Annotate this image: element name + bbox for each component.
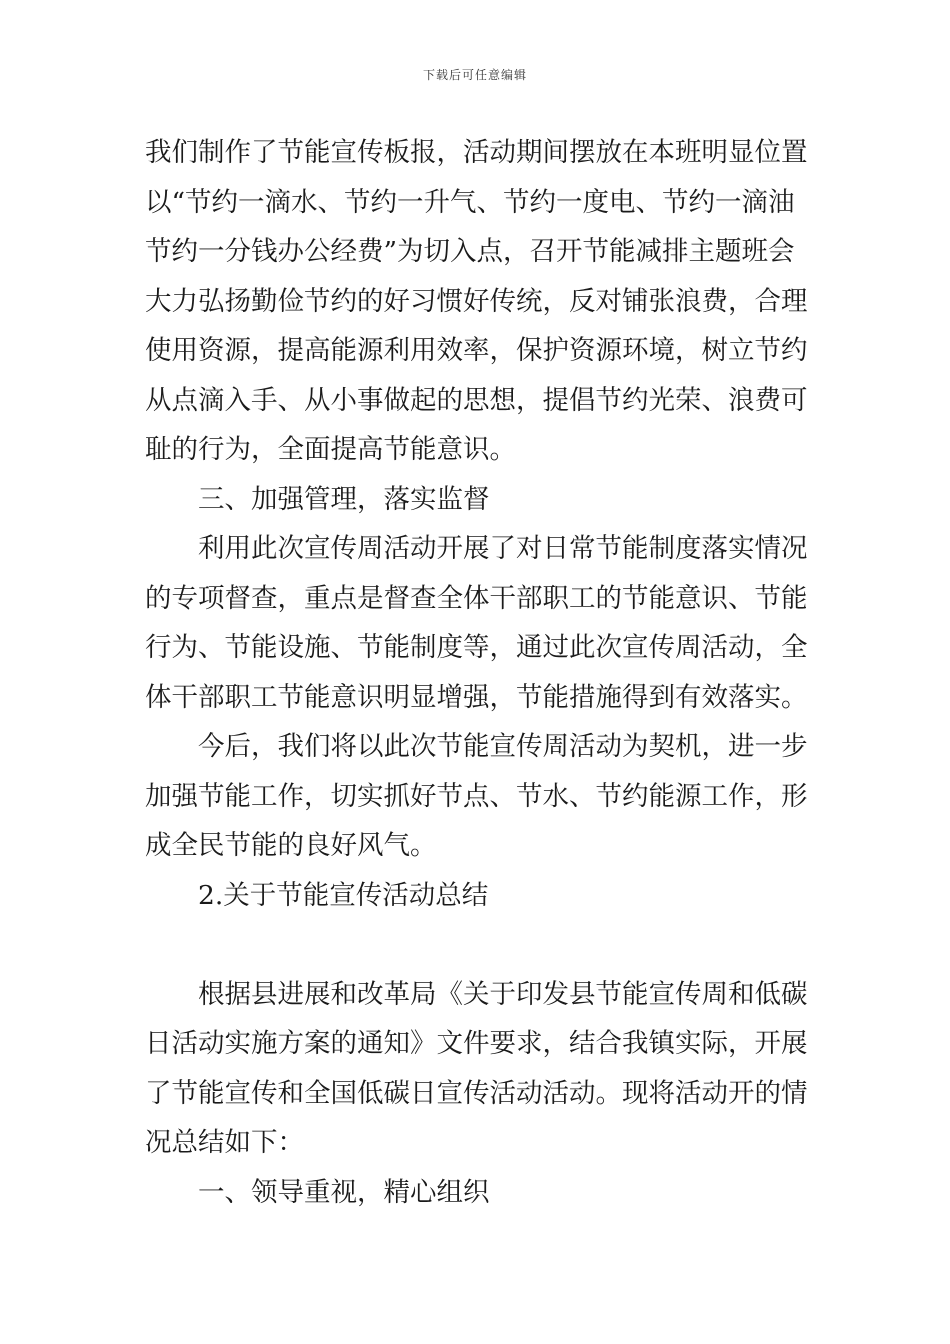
text-line-1: 我们制作了节能宣传板报，活动期间摆放在本班明显位置	[145, 137, 808, 168]
text-line-14: 加强节能工作，切实抓好节点、节水、节约能源工作，形	[145, 780, 808, 812]
text-line-13: 今后，我们将以此次节能宣传周活动为契机，进一步	[198, 731, 808, 762]
text-line-2: 以“节约一滴水、节约一升气、节约一度电、节约一滴油	[145, 186, 795, 218]
text-line-4: 大力弘扬勤俭节约的好习惯好传统，反对铺张浪费，合理	[145, 285, 808, 317]
text-line-5: 使用资源，提高能源利用效率，保护资源环境，树立节约	[145, 335, 808, 366]
text-line-18: 根据县进展和改革局《关于印发县节能宣传周和低碳	[198, 978, 808, 1010]
section-heading-1: 一、领导重视，精心组织	[198, 1176, 490, 1208]
text-line-12: 体干部职工节能意识明显增强，节能措施得到有效落实。	[145, 681, 808, 713]
text-line-11: 行为、节能设施、节能制度等，通过此次宣传周活动，全	[145, 632, 808, 663]
text-line-3: 节约一分钱办公经费”为切入点，召开节能减排主题班会	[145, 236, 795, 267]
document-body	[145, 128, 810, 1217]
text-line-10: 的专项督查，重点是督查全体干部职工的节能意识、节能	[145, 582, 808, 614]
text-line-7: 耻的行为，全面提高节能意识。	[145, 434, 516, 465]
header-note: 下载后可任意编辑	[422, 68, 527, 82]
text-line-6: 从点滴入手、从小事做起的思想，提倡节约光荣、浪费可	[145, 384, 808, 416]
article-title: 2.关于节能宣传活动总结	[198, 879, 489, 911]
text-line-20: 了节能宣传和全国低碳日宣传活动活动。现将活动开的情	[145, 1077, 808, 1109]
blank-line	[145, 920, 810, 970]
section-heading-3: 三、加强管理，落实监督	[198, 483, 490, 515]
text-line-21: 况总结如下：	[145, 1127, 304, 1158]
text-line-19: 日活动实施方案的通知》文件要求，结合我镇实际，开展	[145, 1028, 808, 1059]
text-line-15: 成全民节能的良好风气。	[145, 830, 437, 861]
text-line-9: 利用此次宣传周活动开展了对日常节能制度落实情况	[198, 533, 808, 564]
